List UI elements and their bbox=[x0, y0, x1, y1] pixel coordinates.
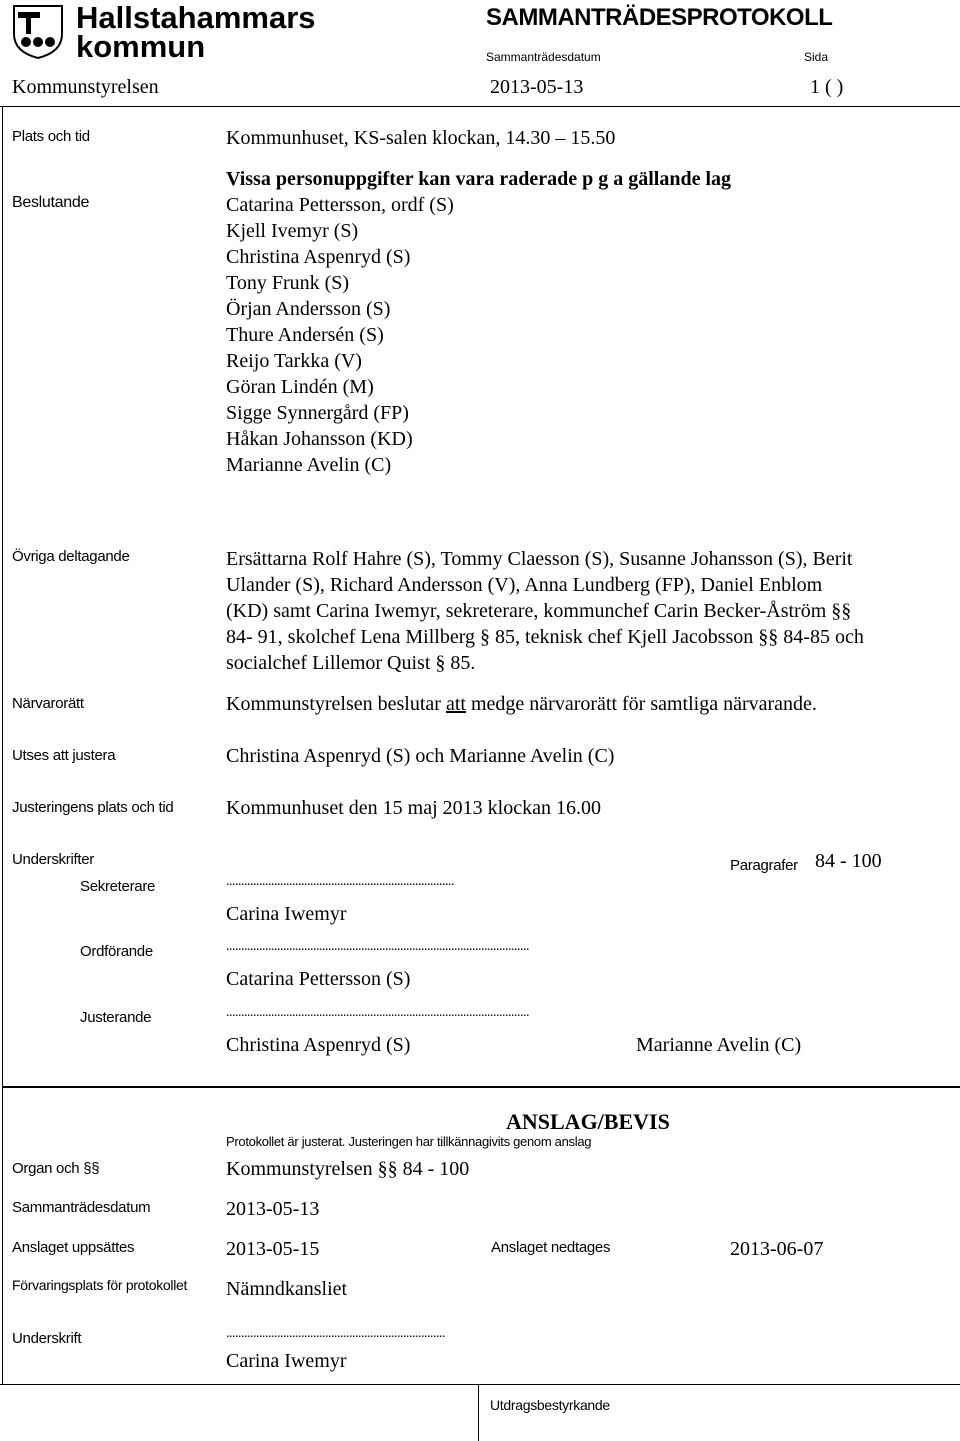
anslag-left-border bbox=[2, 1086, 3, 1384]
member-item: Thure Andersén (S) bbox=[226, 324, 384, 346]
member-item: Örjan Andersson (S) bbox=[226, 298, 391, 320]
member-item: Reijo Tarkka (V) bbox=[226, 350, 362, 372]
justerande-label: Justerande bbox=[80, 1009, 152, 1026]
logo-text-line1: Hallstahammars bbox=[76, 0, 316, 35]
ovriga-text bbox=[226, 546, 864, 676]
ordforande-name: Catarina Pettersson (S) bbox=[226, 968, 411, 990]
justerande-name-2: Marianne Avelin (C) bbox=[636, 1034, 802, 1056]
committee-name: Kommunstyrelsen bbox=[12, 76, 159, 98]
organ-value: Kommunstyrelsen §§ 84 - 100 bbox=[226, 1158, 470, 1180]
logo-text-line2: kommun bbox=[76, 29, 206, 64]
sekreterare-signature-line: ............................................................................ bbox=[226, 874, 454, 889]
left-border bbox=[2, 106, 3, 1086]
meeting-date: 2013-05-13 bbox=[490, 76, 584, 98]
beslutande-label: Beslutande bbox=[12, 194, 90, 211]
anslag-subtitle: Protokollet är justerat. Justeringen har tillkännagivits genom anslag bbox=[226, 1134, 592, 1149]
justering-plats-value: Kommunhuset den 15 maj 2013 klockan 16.00 bbox=[226, 797, 601, 819]
member-item: Håkan Johansson (KD) bbox=[226, 428, 413, 450]
sekreterare-name: Carina Iwemyr bbox=[226, 903, 347, 925]
signature-section-divider bbox=[2, 1086, 960, 1088]
ovriga-label: Övriga deltagande bbox=[12, 548, 130, 565]
member-item: Kjell Ivemyr (S) bbox=[226, 220, 359, 242]
forvaring-value: Nämndkansliet bbox=[226, 1278, 348, 1300]
justerande-signature-line: ..................................................................................................... bbox=[226, 1005, 529, 1020]
nedtages-value: 2013-06-07 bbox=[730, 1238, 824, 1260]
municipality-coat-of-arms-logo bbox=[12, 4, 64, 60]
ordforande-signature-line: ..................................................................................................... bbox=[226, 939, 529, 954]
justering-plats-label: Justeringens plats och tid bbox=[12, 799, 174, 816]
member-item: Sigge Synnergård (FP) bbox=[226, 402, 409, 424]
plats-value: Kommunhuset, KS-salen klockan, 14.30 – 15.50 bbox=[226, 127, 616, 149]
utdrag-divider bbox=[0, 1384, 960, 1385]
member-item: Göran Lindén (M) bbox=[226, 376, 374, 398]
header-divider bbox=[0, 106, 960, 107]
underskrift-label: Underskrift bbox=[12, 1330, 82, 1347]
document-title: SAMMANTRÄDESPROTOKOLL bbox=[486, 4, 833, 31]
sekreterare-label: Sekreterare bbox=[80, 878, 156, 895]
narvarorätt-value: Kommunstyrelsen beslutar att medge närvarorätt för samtliga närvarande. bbox=[226, 693, 817, 715]
anslag-datum-value: 2013-05-13 bbox=[226, 1198, 320, 1220]
member-item: Tony Frunk (S) bbox=[226, 272, 350, 294]
paragrafer-value: 84 - 100 bbox=[815, 850, 882, 872]
page-column-label: Sida bbox=[804, 50, 829, 64]
underskrift-name: Carina Iwemyr bbox=[226, 1350, 347, 1372]
forvaring-label: Förvaringsplats för protokollet bbox=[12, 1277, 188, 1293]
nedtages-label: Anslaget nedtages bbox=[491, 1239, 611, 1256]
underskrift-signature-line: ......................................................................... bbox=[226, 1326, 445, 1341]
justera-label: Utses att justera bbox=[12, 747, 116, 764]
uppsattes-label: Anslaget uppsättes bbox=[12, 1239, 135, 1256]
member-item: Christina Aspenryd (S) bbox=[226, 246, 411, 268]
personal-data-notice: Vissa personuppgifter kan vara raderade p g a gällande lag bbox=[226, 168, 732, 190]
ordforande-label: Ordförande bbox=[80, 943, 153, 960]
paragrafer-label: Paragrafer bbox=[730, 857, 798, 874]
anslag-title: ANSLAG/BEVIS bbox=[506, 1109, 670, 1134]
uppsattes-value: 2013-05-15 bbox=[226, 1238, 320, 1260]
ovriga-line: Ulander (S), Richard Andersson (V), Anna Lundberg (FP), Daniel Enblom bbox=[226, 574, 823, 596]
member-item: Catarina Pettersson, ordf (S) bbox=[226, 194, 454, 216]
member-item: Marianne Avelin (C) bbox=[226, 454, 392, 476]
organ-label: Organ och §§ bbox=[12, 1160, 100, 1177]
ovriga-line: Ersättarna Rolf Hahre (S), Tommy Claesson (S), Susanne Johansson (S), Berit bbox=[226, 548, 853, 570]
beslutande-members-list bbox=[226, 192, 454, 478]
plats-label: Plats och tid bbox=[12, 128, 90, 145]
ovriga-line: (KD) samt Carina Iwemyr, sekreterare, kommunchef Carin Becker-Åström §§ bbox=[226, 600, 852, 622]
anslag-datum-label: Sammanträdesdatum bbox=[12, 1199, 151, 1216]
utdrag-left-border bbox=[478, 1384, 479, 1441]
utdrag-label: Utdragsbestyrkande bbox=[490, 1397, 610, 1413]
ovriga-line: socialchef Lillemor Quist § 85. bbox=[226, 652, 476, 674]
underskrifter-label: Underskrifter bbox=[12, 851, 94, 868]
date-column-label: Sammanträdesdatum bbox=[486, 50, 601, 64]
page-number: 1 ( ) bbox=[810, 76, 844, 98]
narvarorätt-label: Närvarorätt bbox=[12, 695, 84, 712]
ovriga-line: 84- 91, skolchef Lena Millberg § 85, teknisk chef Kjell Jacobsson §§ 84-85 och bbox=[226, 626, 864, 648]
justerande-name-1: Christina Aspenryd (S) bbox=[226, 1034, 411, 1056]
justera-value: Christina Aspenryd (S) och Marianne Avelin (C) bbox=[226, 745, 615, 767]
